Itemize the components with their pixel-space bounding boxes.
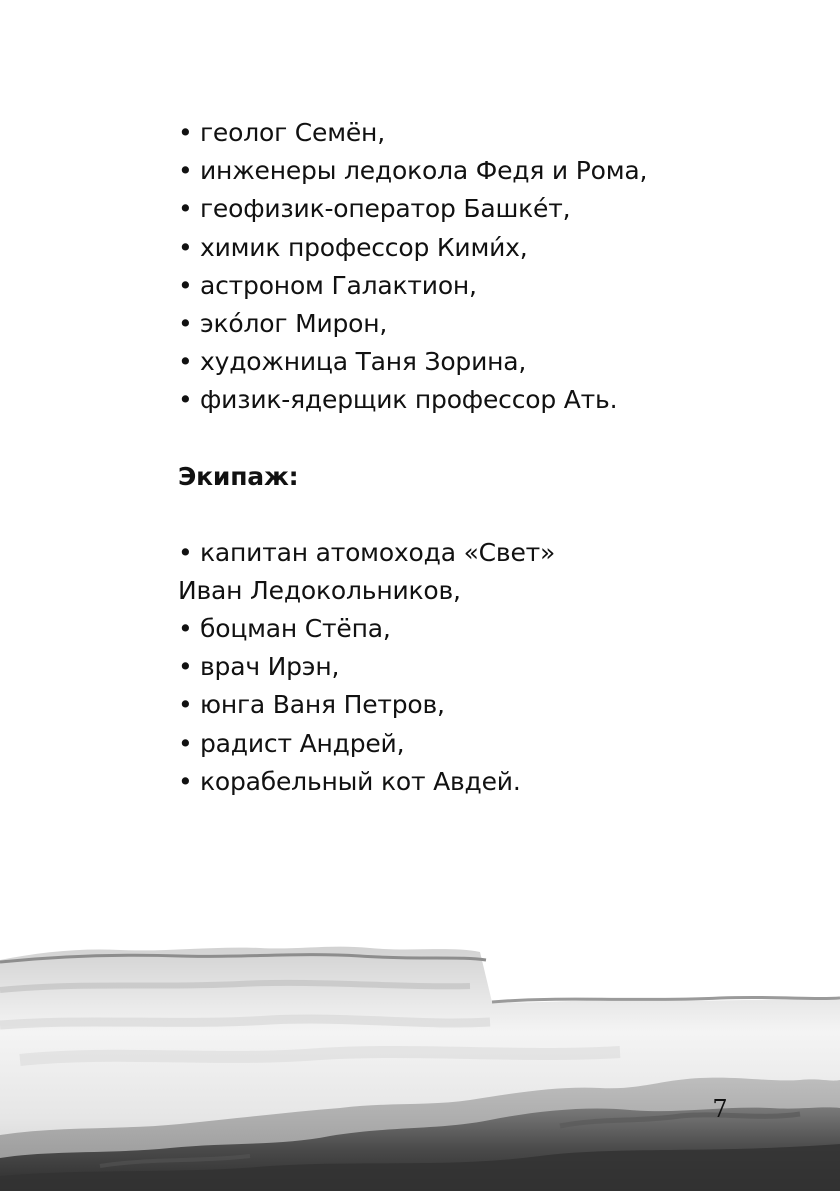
page-number: 7	[712, 1095, 728, 1123]
bullet-icon: •	[178, 614, 193, 644]
list-item: • физик-ядерщик профессор Ать.	[178, 381, 798, 419]
crew-list	[178, 534, 798, 801]
list-item: • художница Таня Зорина,	[178, 343, 798, 381]
bullet-icon: •	[178, 537, 193, 567]
list-item: • астроном Галактион,	[178, 267, 798, 305]
list-item: • химик профессор Кими́х,	[178, 229, 798, 267]
spacer	[178, 420, 798, 458]
character-list	[178, 114, 798, 801]
list-item: • боцман Стёпа,	[178, 610, 798, 648]
list-item: • радист Андрей,	[178, 725, 798, 763]
bullet-icon: •	[178, 194, 193, 224]
list-item: • геофизик-оператор Башке́т,	[178, 190, 798, 228]
bullet-icon: •	[178, 308, 193, 338]
ink-wash-illustration	[0, 930, 840, 1191]
list-item: • капитан атомохода «Свет»	[178, 534, 798, 572]
list-item: • юнга Ваня Петров,	[178, 686, 798, 724]
bullet-icon: •	[178, 728, 193, 758]
bullet-icon: •	[178, 652, 193, 682]
list-item: • эко́лог Мирон,	[178, 305, 798, 343]
list-item: • корабельный кот Авдей.	[178, 763, 798, 801]
bullet-icon: •	[178, 690, 193, 720]
list-item-continuation: Иван Ледокольников,	[178, 575, 461, 605]
list-item: • инженеры ледокола Федя и Рома,	[178, 152, 798, 190]
bullet-icon: •	[178, 347, 193, 377]
bullet-icon: •	[178, 156, 193, 186]
bullet-icon: •	[178, 232, 193, 262]
spacer	[178, 496, 798, 534]
list-item: • врач Ирэн,	[178, 648, 798, 686]
bullet-icon: •	[178, 385, 193, 415]
crew-heading: Экипаж:	[178, 461, 299, 491]
bullet-icon: •	[178, 270, 193, 300]
scientists-list	[178, 114, 798, 420]
bullet-icon: •	[178, 766, 193, 796]
bullet-icon: •	[178, 118, 193, 147]
list-item: • геолог Семён,	[178, 114, 798, 152]
